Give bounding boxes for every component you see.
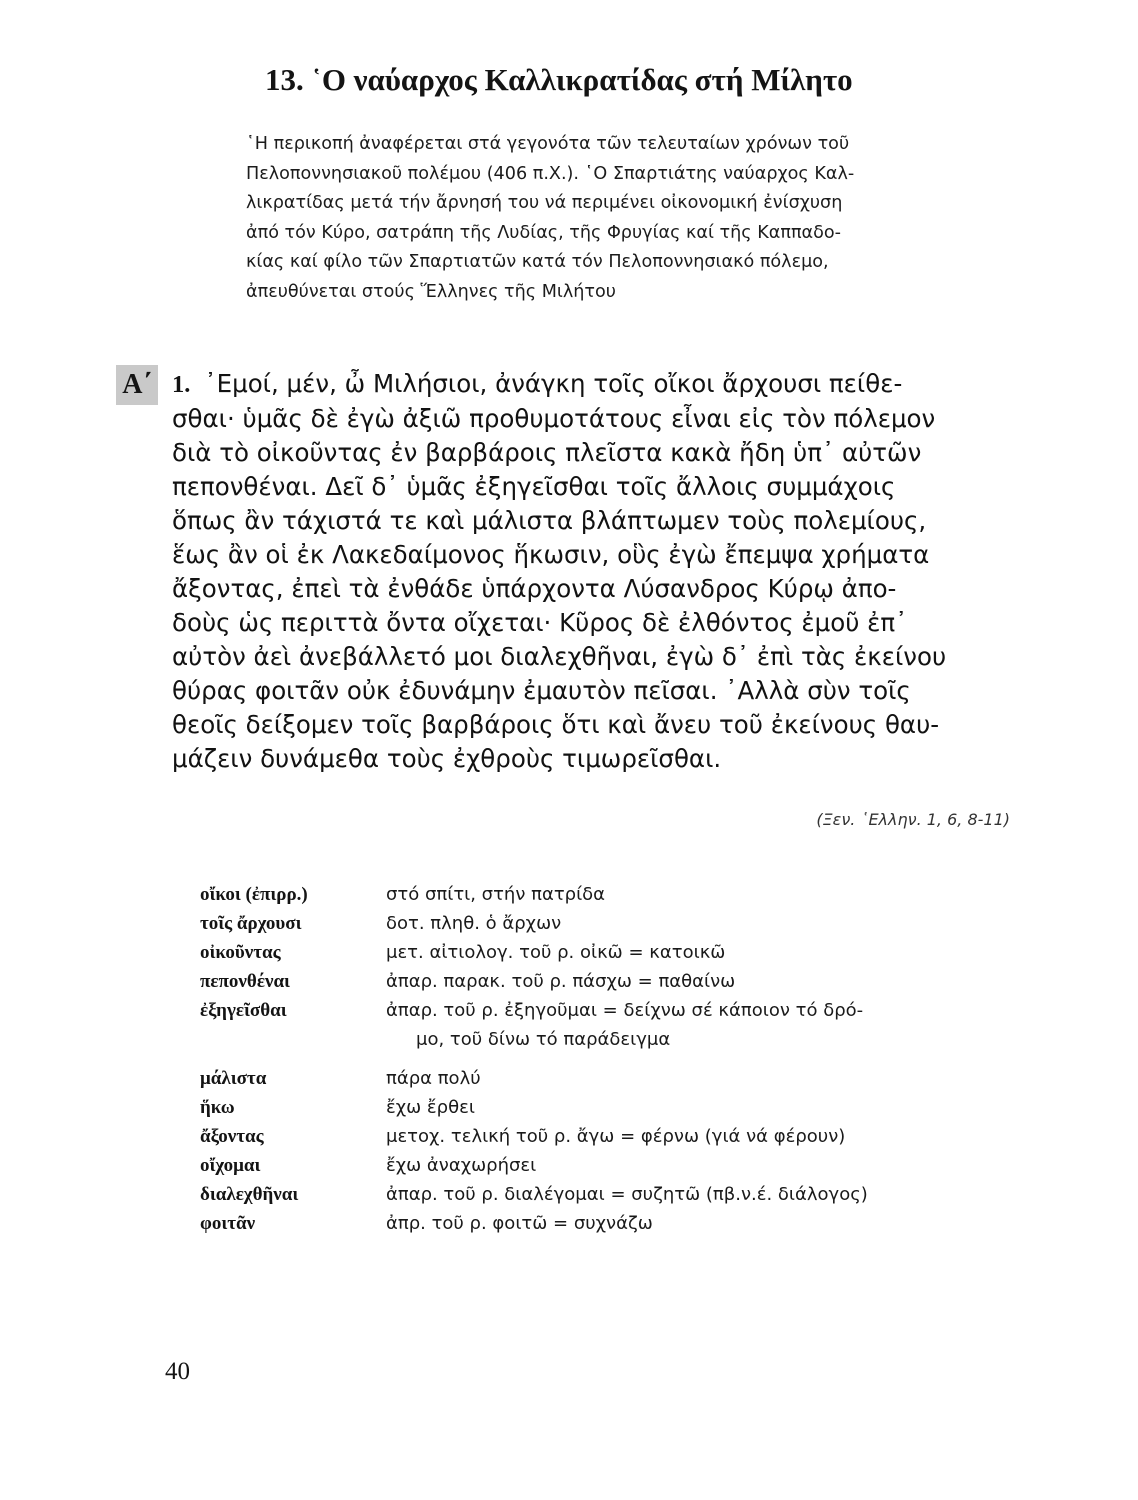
glossary-definition-text: ἀπαρ. τοῦ ρ. διαλέγομαι = συζητῶ (πβ.ν.έ. διάλογος) (386, 1184, 868, 1205)
intro-line: Πελοποννησιακοῦ πολέμου (406 π.Χ.). ῾Ο Σπαρτιάτης ναύαρχος Καλ- (246, 163, 855, 184)
glossary-definition (386, 938, 1030, 967)
intro-paragraph (246, 130, 1016, 307)
glossary-entry (200, 1180, 1030, 1209)
passage-line: θεοῖς δείξομεν τοῖς βαρβάροις ὅτι καὶ ἄνευ τοῦ ἐκείνους θαυ- (172, 710, 940, 739)
passage-line: ἕως ἂν οἱ ἐκ Λακεδαίμονος ἥκωσιν, οὓς ἐγὼ ἔπεμψα χρήματα (172, 540, 930, 569)
glossary-definition (386, 1151, 1030, 1180)
glossary-entry (200, 1093, 1030, 1122)
glossary-term: ἥκω (200, 1097, 235, 1118)
ancient-text-passage (172, 367, 1032, 776)
glossary-definition-text: δοτ. πληθ. ὁ ἄρχων (386, 913, 562, 934)
vocabulary-glossary (200, 880, 1030, 1238)
passage-line: ἄξοντας, ἐπεὶ τὰ ἐνθάδε ὑπάρχοντα Λύσανδρος Κύρῳ ἀπο- (172, 574, 897, 603)
glossary-definition (386, 880, 1030, 909)
glossary-term: διαλεχθῆναι (200, 1184, 299, 1205)
glossary-definition (386, 1122, 1030, 1151)
glossary-definition-text: πάρα πολύ (386, 1068, 481, 1089)
glossary-term: οἰκοῦντας (200, 942, 281, 963)
glossary-definition-text: μετοχ. τελική τοῦ ρ. ἄγω = φέρνω (γιά νά φέρουν) (386, 1126, 846, 1147)
glossary-term: τοῖς ἄρχουσι (200, 913, 302, 934)
glossary-entry (200, 880, 1030, 909)
glossary-entry (200, 1122, 1030, 1151)
glossary-term: οἴκοι (ἐπιρρ.) (200, 884, 308, 905)
glossary-definition (386, 1093, 1030, 1122)
passage-line-text: ᾿Εμοί, μέν, ὦ Μιλήσιοι, ἀνάγκη τοῖς οἴκοι ἄρχουσι πείθε- (204, 369, 903, 398)
glossary-definition-text: ἀπρ. τοῦ ρ. φοιτῶ = συχνάζω (386, 1213, 653, 1234)
page-number: 40 (165, 1358, 190, 1385)
intro-line: λικρατίδας μετά τήν ἄρνησή του νά περιμένει οἰκονομική ἐνίσχυση (246, 193, 843, 213)
glossary-term: πεπονθέναι (200, 971, 290, 992)
lesson-title: 13. ῾Ο ναύαρχος Καλλικρατίδας στή Μίλητο (265, 62, 853, 97)
glossary-term: μάλιστα (200, 1068, 267, 1089)
passage-line: μάζειν δυνάμεθα τοὺς ἐχθροὺς τιμωρεῖσθαι. (172, 744, 722, 773)
passage-line: ὅπως ἂν τάχιστά τε καὶ μάλιστα βλάπτωμεν τοὺς πολεμίους, (172, 506, 927, 535)
glossary-entry (200, 996, 1030, 1054)
glossary-entry (200, 967, 1030, 996)
glossary-definition-text: στό σπίτι, στήν πατρίδα (386, 884, 606, 905)
glossary-definition-text: ἔχω ἔρθει (386, 1097, 475, 1118)
glossary-entry (200, 1064, 1030, 1093)
passage-line: διὰ τὸ οἰκοῦντας ἐν βαρβάροις πλεῖστα κακὰ ἤδη ὑπ᾿ αὐτῶν (172, 438, 922, 467)
passage-line: δοὺς ὡς περιττὰ ὄντα οἴχεται· Κῦρος δὲ ἐλθόντος ἐμοῦ ἐπ᾿ (172, 608, 908, 637)
passage-line: σθαι· ὑμᾶς δὲ ἐγὼ ἀξιῶ προθυμοτάτους εἶναι εἰς τὸν πόλεμον (172, 404, 936, 433)
source-citation: (Ξεν. ῾Ελλην. 1, 6, 8-11) (816, 810, 1010, 829)
glossary-definition-continuation: μο, τοῦ δίνω τό παράδειγμα (416, 1029, 671, 1050)
passage-line: θύρας φοιτᾶν οὐκ ἐδυνάμην ἐμαυτὸν πεῖσαι. ᾿Αλλὰ σὺν τοῖς (172, 676, 911, 705)
glossary-definition-text: ἔχω ἀναχωρήσει (386, 1155, 537, 1176)
glossary-term: φοιτᾶν (200, 1213, 256, 1234)
glossary-definition (386, 909, 1030, 938)
intro-line: ῾Η περικοπή ἀναφέρεται στά γεγονότα τῶν τελευταίων χρόνων τοῦ (246, 134, 850, 154)
glossary-definition-text: ἀπαρ. παρακ. τοῦ ρ. πάσχω = παθαίνω (386, 971, 736, 992)
glossary-term: ἄξοντας (200, 1126, 264, 1147)
intro-line: ἀπευθύνεται στούς Ἕλληνες τῆς Μιλήτου (246, 281, 616, 302)
glossary-definition (386, 1180, 1030, 1209)
glossary-definition (386, 1064, 1030, 1093)
intro-line: ἀπό τόν Κύρο, σατράπη τῆς Λυδίας, τῆς Φρυγίας καί τῆς Καππαδο- (246, 222, 842, 243)
glossary-term: ἐξηγεῖσθαι (200, 1000, 287, 1021)
glossary-definition (386, 967, 1030, 996)
glossary-entry (200, 1151, 1030, 1180)
passage-number: 1. (172, 371, 191, 398)
glossary-entry (200, 909, 1030, 938)
section-label-badge: Α΄ (116, 365, 158, 405)
intro-line: κίας καί φίλο τῶν Σπαρτιατῶν κατά τόν Πελοποννησιακό πόλεμο, (246, 252, 829, 272)
glossary-entry (200, 938, 1030, 967)
glossary-entry (200, 1209, 1030, 1238)
passage-line: πεπονθέναι. Δεῖ δ᾿ ὑμᾶς ἐξηγεῖσθαι τοῖς ἄλλοις συμμάχοις (172, 472, 896, 501)
glossary-gap (200, 1054, 1030, 1064)
glossary-definition-text: ἀπαρ. τοῦ ρ. ἐξηγοῦμαι = δείχνω σέ κάποιον τό δρό- (386, 1000, 864, 1021)
glossary-definition-text: μετ. αἰτιολογ. τοῦ ρ. οἰκῶ = κατοικῶ (386, 942, 726, 963)
glossary-definition (386, 1209, 1030, 1238)
passage-line (172, 367, 1032, 402)
passage-line: αὐτὸν ἀεὶ ἀνεβάλλετό μοι διαλεχθῆναι, ἐγὼ δ᾿ ἐπὶ τὰς ἐκείνου (172, 642, 947, 671)
glossary-term: οἴχομαι (200, 1155, 261, 1176)
glossary-definition (386, 996, 1030, 1054)
